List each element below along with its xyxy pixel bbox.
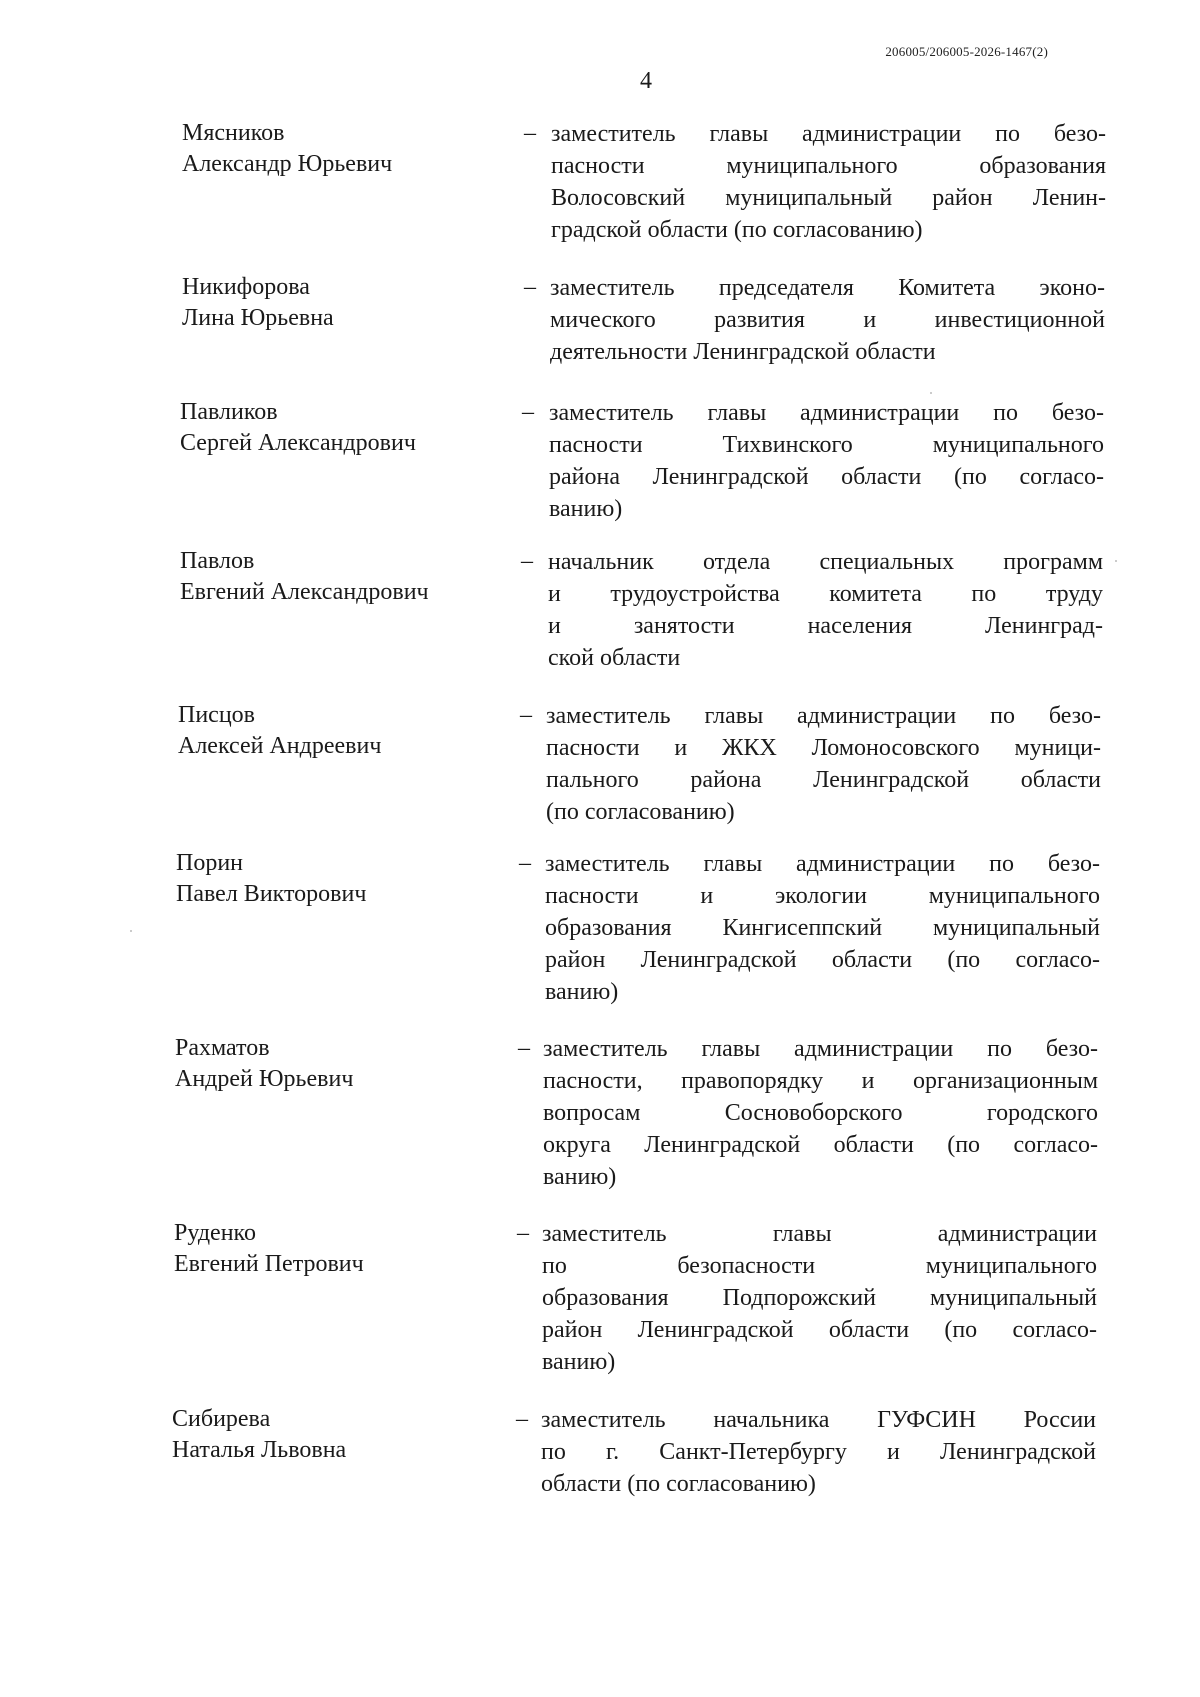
member-position [550, 272, 1105, 368]
member-surname: Порин [176, 850, 244, 876]
position-line: по безопасности муниципального [542, 1253, 1097, 1279]
dash-separator: – [518, 1035, 530, 1061]
position-line: заместитель главы администрации по безо- [545, 851, 1100, 877]
position-line: вопросам Сосновоборского городского [543, 1100, 1098, 1126]
member-position [542, 1218, 1097, 1378]
page-number: 4 [640, 68, 652, 94]
member-name [182, 118, 392, 180]
member-name [180, 546, 429, 608]
member-name [180, 397, 416, 459]
position-line: (по согласованию) [546, 799, 735, 825]
member-surname: Рахматов [175, 1035, 270, 1061]
member-given-names: Евгений Александрович [180, 579, 429, 605]
member-surname: Павлов [180, 548, 255, 574]
position-line: пального района Ленинградской области [546, 767, 1101, 793]
scan-speck [930, 392, 932, 394]
position-line: округа Ленинградской области (по согласо- [543, 1132, 1098, 1158]
position-line: заместитель главы администрации по безо- [543, 1036, 1098, 1062]
member-name [172, 1404, 346, 1466]
member-name [174, 1218, 364, 1280]
position-line: и трудоустройства комитета по труду [548, 581, 1103, 607]
member-given-names: Александр Юрьевич [182, 151, 393, 177]
position-line: заместитель главы администрации по безо- [546, 703, 1101, 729]
member-given-names: Алексей Андреевич [178, 733, 382, 759]
dash-separator: – [517, 1220, 529, 1246]
position-line: заместитель главы администрации по безо- [549, 400, 1104, 426]
position-line: пасности и ЖКХ Ломоносовского муници- [546, 735, 1101, 761]
dash-separator: – [524, 120, 536, 146]
position-line: район Ленинградской области (по согласо- [542, 1317, 1097, 1343]
position-line: заместитель главы администрации по безо- [551, 121, 1106, 147]
position-line: образования Кингисеппский муниципальный [545, 915, 1100, 941]
member-surname: Руденко [174, 1220, 256, 1246]
member-surname: Павликов [180, 399, 278, 425]
position-line: район Ленинградской области (по согласо- [545, 947, 1100, 973]
position-line: ванию) [543, 1164, 617, 1190]
member-position [551, 118, 1106, 246]
member-surname: Мясников [182, 120, 285, 146]
position-line: пасности, правопорядку и организационным [543, 1068, 1098, 1094]
member-position [545, 848, 1100, 1008]
position-line: ванию) [549, 496, 623, 522]
position-line: района Ленинградской области (по согласо- [549, 464, 1104, 490]
member-name [182, 272, 334, 334]
dash-separator: – [520, 702, 532, 728]
position-line: пасности и экологии муниципального [545, 883, 1100, 909]
member-given-names: Андрей Юрьевич [175, 1066, 354, 1092]
member-surname: Писцов [178, 702, 256, 728]
member-surname: Никифорова [182, 274, 310, 300]
position-line: ванию) [542, 1349, 616, 1375]
scan-speck [1115, 560, 1117, 562]
position-line: по г. Санкт-Петербургу и Ленинградской [541, 1439, 1096, 1465]
position-line: образования Подпорожский муниципальный [542, 1285, 1097, 1311]
position-line: заместитель председателя Комитета эконо- [550, 275, 1105, 301]
position-line: ской области [548, 645, 681, 671]
member-position [546, 700, 1101, 828]
dash-separator: – [521, 548, 533, 574]
position-line: пасности муниципального образования [551, 153, 1106, 179]
dash-separator: – [522, 399, 534, 425]
member-given-names: Евгений Петрович [174, 1251, 364, 1277]
position-line: деятельности Ленинградской области [550, 339, 936, 365]
member-given-names: Лина Юрьевна [182, 305, 334, 331]
member-name [176, 848, 366, 910]
member-position [549, 397, 1104, 525]
dash-separator: – [519, 850, 531, 876]
scan-speck [130, 930, 132, 932]
position-line: и занятости населения Ленинград- [548, 613, 1103, 639]
member-position [548, 546, 1103, 674]
member-name [178, 700, 381, 762]
member-given-names: Павел Викторович [176, 881, 367, 907]
member-name [175, 1033, 353, 1095]
member-position [541, 1404, 1096, 1500]
position-line: мического развития и инвестиционной [550, 307, 1105, 333]
member-position [543, 1033, 1098, 1193]
position-line: градской области (по согласованию) [551, 217, 923, 243]
position-line: заместитель главы администрации [542, 1221, 1097, 1247]
document-id: 206005/206005-2026-1467(2) [885, 44, 1048, 59]
member-given-names: Сергей Александрович [180, 430, 416, 456]
dash-separator: – [524, 274, 536, 300]
position-line: области (по согласованию) [541, 1471, 816, 1497]
position-line: ванию) [545, 979, 619, 1005]
position-line: пасности Тихвинского муниципального [549, 432, 1104, 458]
position-line: начальник отдела специальных программ [548, 549, 1103, 575]
position-line: заместитель начальника ГУФСИН России [541, 1407, 1096, 1433]
member-surname: Сибирева [172, 1406, 271, 1432]
dash-separator: – [516, 1406, 528, 1432]
position-line: Волосовский муниципальный район Ленин- [551, 185, 1106, 211]
member-given-names: Наталья Львовна [172, 1437, 347, 1463]
